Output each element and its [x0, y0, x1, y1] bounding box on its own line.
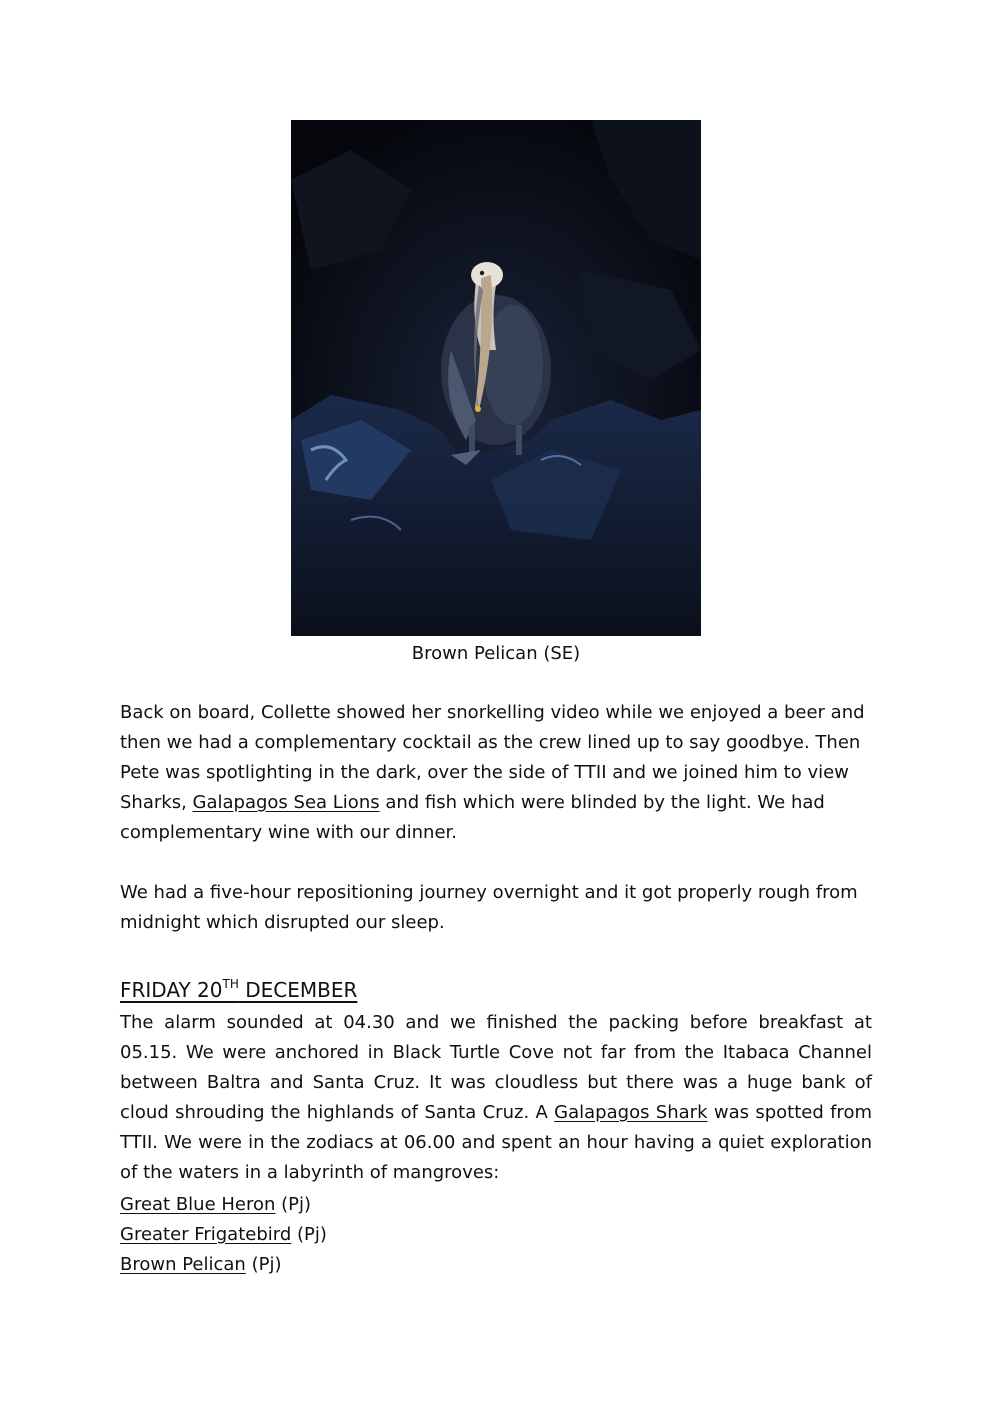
species-link[interactable]: Greater Frigatebird [120, 1224, 292, 1245]
heading-superscript: TH [222, 977, 239, 991]
species-note: (Pj) [245, 1254, 282, 1275]
paragraph-back-on-board [120, 698, 872, 848]
paragraph-alarm [120, 1008, 872, 1188]
paragraph-text: Back on board, Collette showed her snorkelling video while we enjoyed a beer and then we had a complementary cocktail as the crew lined up to say goodbye. Then Pete was spotlighting in the dark, over the side of TTII and we joined him to view Sharks, [120, 702, 865, 813]
photo-caption: Brown Pelican (SE) [411, 643, 581, 664]
paragraph-text: was spotted from TTII. We were in the zodiacs at 06.00 and spent an hour having a quiet exploration of the waters in a labyrinth of mangroves: [120, 1102, 872, 1183]
species-note: (Pj) [291, 1224, 327, 1245]
heading-text: FRIDAY 20 [120, 978, 223, 1002]
species-link-galapagos-sea-lions[interactable]: Galapagos Sea Lions [192, 792, 380, 813]
species-list [120, 1190, 327, 1280]
paragraph-text: and fish which were blinded by the light. We had complementary wine with our dinner. [120, 792, 825, 843]
section-heading-friday [120, 975, 357, 1005]
list-item [120, 1250, 327, 1280]
species-link[interactable]: Brown Pelican [120, 1254, 246, 1275]
paragraph-repositioning: We had a five-hour repositioning journey overnight and it got properly rough from midnight which disrupted our sleep. [120, 882, 858, 933]
species-link-galapagos-shark[interactable]: Galapagos Shark [554, 1102, 708, 1123]
list-item [120, 1220, 327, 1250]
species-note: (Pj) [275, 1194, 312, 1215]
species-link[interactable]: Great Blue Heron [120, 1194, 276, 1215]
heading-text: DECEMBER [238, 978, 358, 1002]
list-item [120, 1190, 327, 1220]
paragraph-text: The alarm sounded at 04.30 and we finished the packing before breakfast at 05.15. We were anchored in Black Turtle Cove not far from the Itabaca Channel between Baltra and Santa Cruz. It was cloudless but there was a huge bank of cloud shrouding the highlands of Santa Cruz. A [120, 1012, 872, 1123]
brown-pelican-photo [291, 120, 701, 636]
